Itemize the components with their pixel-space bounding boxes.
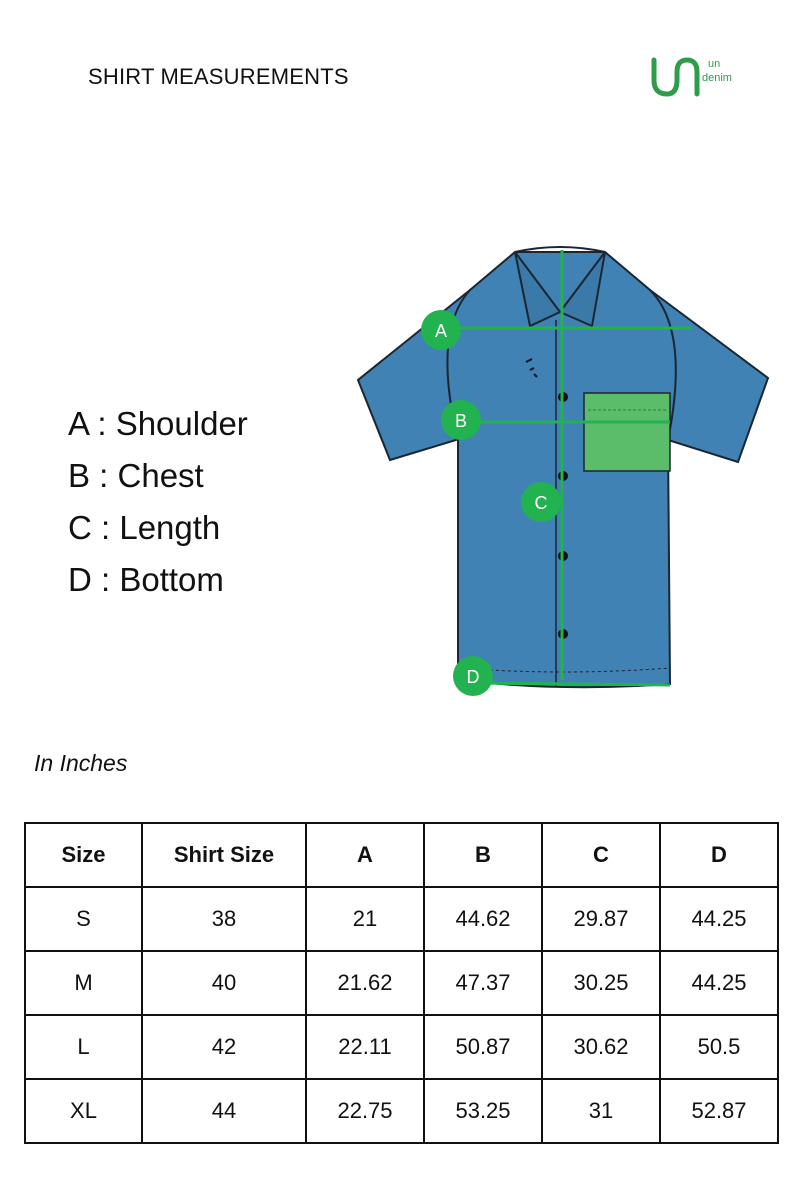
legend-item-bottom: D : Bottom — [68, 561, 224, 598]
svg-text:D: D — [466, 667, 480, 687]
header-a: A — [306, 823, 424, 887]
shirt-diagram — [350, 240, 780, 710]
table-cell: 50.87 — [424, 1015, 542, 1079]
header-c: C — [542, 823, 660, 887]
brand-logo — [650, 54, 740, 100]
marker-d — [453, 656, 493, 696]
table-cell: 53.25 — [424, 1079, 542, 1143]
table-cell: 30.25 — [542, 951, 660, 1015]
page-title: SHIRT MEASUREMENTS — [88, 64, 349, 89]
table-header-row — [25, 823, 778, 887]
shirt-illustration — [350, 240, 780, 710]
table-row — [25, 887, 778, 951]
table-cell: 40 — [142, 951, 306, 1015]
table-cell: S — [25, 887, 142, 951]
table-cell: 42 — [142, 1015, 306, 1079]
svg-text:A: A — [434, 321, 448, 341]
table-cell: L — [25, 1015, 142, 1079]
table-cell: 50.5 — [660, 1015, 778, 1079]
table-cell: XL — [25, 1079, 142, 1143]
table-cell: 30.62 — [542, 1015, 660, 1079]
units-label: In Inches — [34, 750, 128, 776]
brand-text-denim: denim — [702, 72, 732, 84]
table-cell: 44.25 — [660, 887, 778, 951]
header-d: D — [660, 823, 778, 887]
size-table — [24, 822, 779, 1144]
table-row — [25, 1015, 778, 1079]
legend-item-length: C : Length — [68, 509, 221, 546]
header-b: B — [424, 823, 542, 887]
table-cell: 44.25 — [660, 951, 778, 1015]
header-size: Size — [25, 823, 142, 887]
svg-text:B: B — [454, 411, 468, 431]
marker-c — [521, 482, 561, 522]
table-cell: 38 — [142, 887, 306, 951]
table-cell: 22.75 — [306, 1079, 424, 1143]
table-cell: 21 — [306, 887, 424, 951]
table-cell: 44.62 — [424, 887, 542, 951]
legend-item-chest: B : Chest — [68, 457, 204, 494]
marker-b — [441, 400, 481, 440]
brand-text-un: un — [708, 58, 721, 70]
table-row — [25, 951, 778, 1015]
measurement-legend — [68, 398, 248, 606]
marker-a — [421, 310, 461, 350]
table-cell: 29.87 — [542, 887, 660, 951]
table-cell: 21.62 — [306, 951, 424, 1015]
table-cell: 31 — [542, 1079, 660, 1143]
header-shirt-size: Shirt Size — [142, 823, 306, 887]
legend-item-shoulder: A : Shoulder — [68, 405, 248, 442]
table-cell: 44 — [142, 1079, 306, 1143]
table-cell: 52.87 — [660, 1079, 778, 1143]
table-cell: 47.37 — [424, 951, 542, 1015]
brand-mark-icon — [650, 54, 702, 98]
svg-text:C: C — [534, 493, 548, 513]
table-cell: M — [25, 951, 142, 1015]
table-row — [25, 1079, 778, 1143]
table-cell: 22.11 — [306, 1015, 424, 1079]
